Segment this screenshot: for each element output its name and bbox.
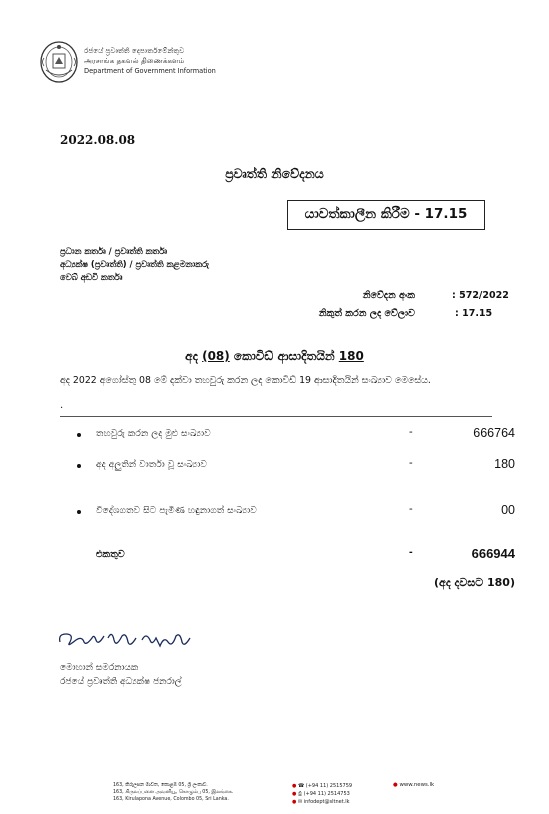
fax-number: (+94 11) 2514753 bbox=[303, 791, 350, 797]
web-icon: ● bbox=[393, 782, 398, 788]
address-line: 163, Kirulapona Avenue, Colombo 05, Sri Lanka. bbox=[113, 797, 229, 802]
dept-name-tamil: அரசாங்க தகவல் திணைக்களம் bbox=[84, 56, 185, 65]
intro-sentence: අද 2022 අගෝස්තු 08 මේ දක්වා තහවුරු කරන ලද කොවිඩ් 19 ආසාදිතයින් සංඛ්‍යාව මෙසේය. bbox=[60, 375, 431, 386]
address-line: 163, කිරුලපන මාවත, කොළඹ 05, ශ්‍රී ලංකාව. bbox=[113, 783, 208, 788]
department-name-block bbox=[84, 46, 216, 76]
recipient-line: අධ්‍යක්ෂ (ප්‍රවෘත්ති) / ප්‍රවෘත්ති කළමනාකරු bbox=[60, 259, 210, 269]
dept-name-sinhala: රජයේ ප්‍රවෘත්ති දෙපාර්තමේන්තුව bbox=[84, 46, 185, 55]
headline-count: 180 bbox=[338, 349, 364, 363]
per-day-note bbox=[434, 576, 515, 590]
bullet-icon bbox=[77, 433, 81, 437]
headline-prefix: අද bbox=[185, 349, 203, 363]
signer-name: මොහාන් සමරනායක bbox=[60, 663, 139, 673]
phone-number: (+94 11) 2515759 bbox=[305, 783, 353, 789]
item-value: 180 bbox=[494, 457, 515, 471]
dept-name-english: Department of Government Information bbox=[84, 67, 216, 75]
item-value: 666764 bbox=[473, 426, 515, 440]
notice-number-value: : 572/2022 bbox=[452, 290, 509, 301]
per-day-value: 180 bbox=[487, 576, 510, 589]
email-address[interactable]: infodept@sltnet.lk bbox=[303, 799, 350, 805]
fax-icon: ● bbox=[292, 791, 297, 797]
address-line: 163, கிருலப்பனை அவனியூ, கொழும்பு 05, இலங்கை. bbox=[113, 790, 234, 795]
item-value: 00 bbox=[501, 503, 515, 517]
divider bbox=[60, 416, 492, 417]
item-dash: - bbox=[409, 426, 413, 438]
notice-number-label: නිවේදන අංක bbox=[362, 290, 415, 301]
notice-meta bbox=[0, 290, 549, 330]
phone-icon: ● bbox=[292, 783, 297, 789]
item-dash: - bbox=[409, 457, 413, 469]
email-icon: ● bbox=[292, 799, 297, 805]
release-date: 2022.08.08 bbox=[60, 133, 136, 147]
item-label: අද අලුතින් වාර්තා වූ සංඛ්‍යාව bbox=[96, 459, 207, 470]
item-dash: - bbox=[409, 503, 413, 515]
government-emblem-logo bbox=[38, 40, 80, 84]
total-dash: - bbox=[409, 546, 413, 558]
footer-address bbox=[113, 782, 233, 803]
headline-day: (08) bbox=[202, 349, 230, 363]
item-label: තහවුරු කරන ලද මුළු සංඛ්‍යාව bbox=[96, 428, 211, 439]
headline-middle: කොවිඩ් ආසාදිතයින් bbox=[229, 349, 339, 363]
recipient-line: ප්‍රධාන කර්තෘ / ප්‍රවෘත්ති කර්තෘ bbox=[60, 246, 168, 256]
recipients-list bbox=[60, 245, 209, 284]
per-day-prefix: (අද දවසට bbox=[434, 576, 487, 589]
bullet-icon bbox=[77, 510, 81, 514]
recipient-line: වෙබ් අඩවි කර්තෘ bbox=[60, 272, 123, 282]
issue-time-label: නිකුත් කරන ලද වේලාව bbox=[318, 308, 415, 319]
footer-website bbox=[393, 782, 434, 788]
item-label: විදේශගතව සිට පැමිණ හඳුනාගත් සංඛ්‍යාව bbox=[96, 505, 257, 516]
per-day-suffix: ) bbox=[509, 576, 515, 589]
website-link[interactable]: www.news.lk bbox=[399, 782, 435, 788]
stray-mark: . bbox=[60, 400, 64, 411]
signer-title: රජයේ ප්‍රවෘත්ති අධ්‍යක්ෂ ජනරාල් bbox=[60, 677, 182, 687]
update-time-box: යාවත්කාලීන කිරීම - 17.15 bbox=[287, 200, 485, 230]
bullet-icon bbox=[77, 464, 81, 468]
headline bbox=[0, 349, 549, 364]
handwritten-signature bbox=[56, 626, 196, 656]
page-title: ප්‍රවෘත්ති නිවේදනය bbox=[225, 166, 324, 181]
footer-contact: ● ☎ (+94 11) 2515759 ● ⎙ (+94 11) 2514753 ● ✉ infodept@sltnet.lk bbox=[292, 783, 353, 805]
total-label: එකතුව bbox=[96, 549, 125, 560]
signer-block bbox=[60, 661, 182, 689]
total-value: 666944 bbox=[471, 546, 515, 561]
issue-time-value: : 17.15 bbox=[455, 308, 493, 319]
